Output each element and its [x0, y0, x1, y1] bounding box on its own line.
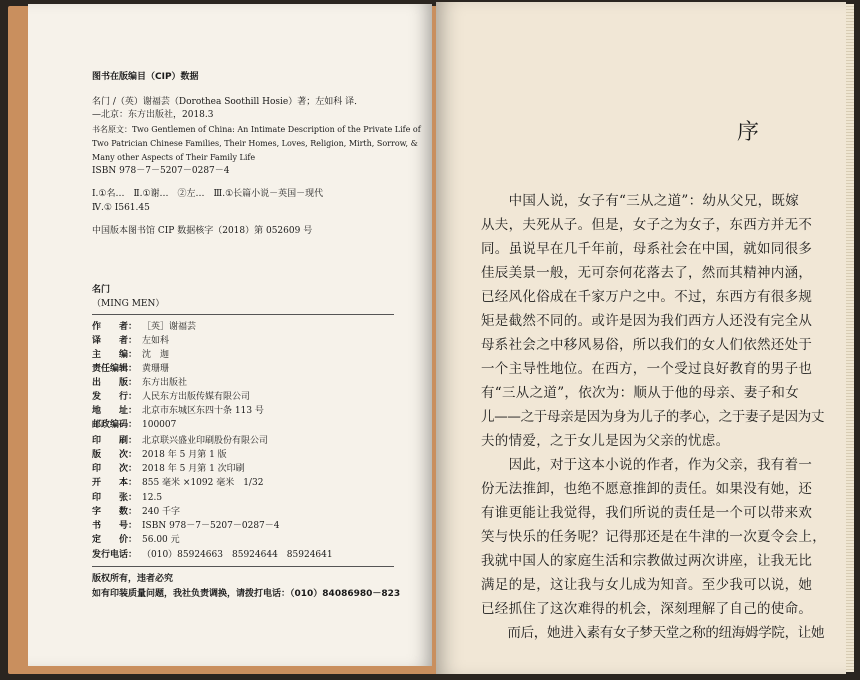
preface-line: 而后，她进入素有女子梦天堂之称的纽海姆学院，让她: [481, 625, 825, 641]
credit-row: 书 号： ISBN 978－7－5207－0287－4: [92, 521, 280, 531]
preface-line: 矩是截然不同的。或许是因为我们西方人还没有完全从: [481, 313, 813, 329]
book-title-pinyin: （MING MEN）: [92, 299, 165, 309]
preface-line: 有谁更能让我觉得，我们所说的责任是一个可以带来欢: [481, 505, 813, 521]
credit-row: 出 版： 东方出版社: [92, 378, 188, 388]
cip-classification: Ⅳ.① I561.45: [92, 203, 150, 213]
preface-line: 夫的情爱，之于女儿是因为父亲的忧虑。: [481, 433, 730, 449]
cip-line: 书名原文：Two Gentlemen of China: An Intimate Description of the Private Life of: [92, 125, 421, 134]
cip-isbn: ISBN 978－7－5207－0287－4: [92, 166, 230, 176]
cip-line: 名门 /（英）谢福芸（Dorothea Soothill Hosie）著；左如科 译．: [92, 97, 364, 107]
preface-line: 从夫，夫死从子。但是，女子之为女子，东西方并无不: [481, 217, 813, 233]
credit-row: 版 次： 2018 年 5 月第 1 版: [92, 450, 227, 460]
preface-line: 因此，对于这本小说的作者，作为父亲，我有着一: [481, 457, 813, 473]
credit-row: 责任编辑： 黄珊珊: [92, 364, 170, 374]
preface-line: 佳辰美景一般，无可奈何花落去了，然而其精神内涵，: [481, 265, 813, 281]
preface-line: 有“三从之道”，依次为：顺从于他的母亲、妻子和女: [481, 385, 800, 401]
credit-row: 印 刷： 北京联兴盛业印刷股份有限公司: [92, 436, 269, 446]
credit-row: 发行电话： （010）85924663 85924644 85924641: [92, 550, 333, 560]
preface-line: 满足的是，这让我与女儿成为知音。至少我可以说，她: [481, 577, 813, 593]
divider: [92, 566, 394, 567]
preface-line: 份无法推卸，也绝不愿意推卸的责任。如果没有她，还: [481, 481, 813, 497]
credit-row: 字 数： 240 千字: [92, 507, 181, 517]
credit-row: 邮政编码： 100007: [92, 420, 177, 430]
page-stack-edge: [846, 4, 854, 672]
credit-row: 作 者： ［英］谢福芸: [92, 322, 197, 332]
preface-line: 中国人说，女子有“三从之道”：幼从父兄，既嫁: [481, 193, 800, 209]
preface-title: 序: [737, 120, 760, 145]
divider: [92, 314, 394, 315]
book-title: 名门: [92, 285, 111, 295]
preface-line: 母系社会之中移风易俗，所以我们的女人们依然还处于: [481, 337, 813, 353]
credit-row: 发 行： 人民东方出版传媒有限公司: [92, 392, 251, 402]
preface-line: 已经抓住了这次难得的机会，深刻理解了自己的使命。: [481, 601, 813, 617]
preface-line: 我就中国人的家庭生活和宗教做过两次讲座，让我无比: [481, 553, 813, 569]
credit-row: 印 次： 2018 年 5 月第 1 次印刷: [92, 464, 245, 474]
quality-notice: 如有印装质量问题，我社负责调换，请拨打电话：（010）84086980－823: [92, 589, 401, 599]
cip-line: —北京：东方出版社，2018.3: [92, 110, 214, 120]
preface-line: 已经风化俗成在千家万户之中。不过，东西方有很多规: [481, 289, 813, 305]
credit-row: 地 址： 北京市东城区东四十条 113 号: [92, 406, 264, 416]
preface-line: 笑与快乐的任务呢？记得那还是在牛津的一次夏令会上，: [481, 529, 826, 545]
preface-line: 一个主导性地位。在西方，一个受过良好教育的男子也: [481, 361, 813, 377]
preface-line: 儿——之于母亲是因为身为儿子的孝心，之于妻子是因为丈: [481, 409, 825, 425]
credit-row: 主 编： 沈 迦: [92, 350, 170, 360]
copyright-notice: 版权所有，违者必究: [92, 574, 174, 584]
cip-line: Many other Aspects of Their Family Life: [92, 153, 256, 162]
cip-number: 中国版本图书馆 CIP 数据核字（2018）第 052609 号: [92, 226, 313, 236]
credit-row: 定 价： 56.00 元: [92, 535, 180, 545]
cip-classification: Ⅰ.①名… Ⅱ.①谢… ②左… Ⅲ.①长篇小说－英国－现代: [92, 189, 324, 199]
preface-line: 同。虽说早在几千年前，母系社会在中国，就如同很多: [481, 241, 813, 257]
cip-heading: 图书在版编目（CIP）数据: [92, 72, 199, 82]
credit-row: 开 本： 855 毫米 ×1092 毫米 1/32: [92, 478, 264, 488]
credit-row: 印 张： 12.5: [92, 493, 163, 503]
cip-line: Two Patrician Chinese Families, Their Homes, Loves, Religion, Mirth, Sorrow, &: [92, 139, 418, 148]
credit-row: 译 者： 左如科: [92, 336, 170, 346]
